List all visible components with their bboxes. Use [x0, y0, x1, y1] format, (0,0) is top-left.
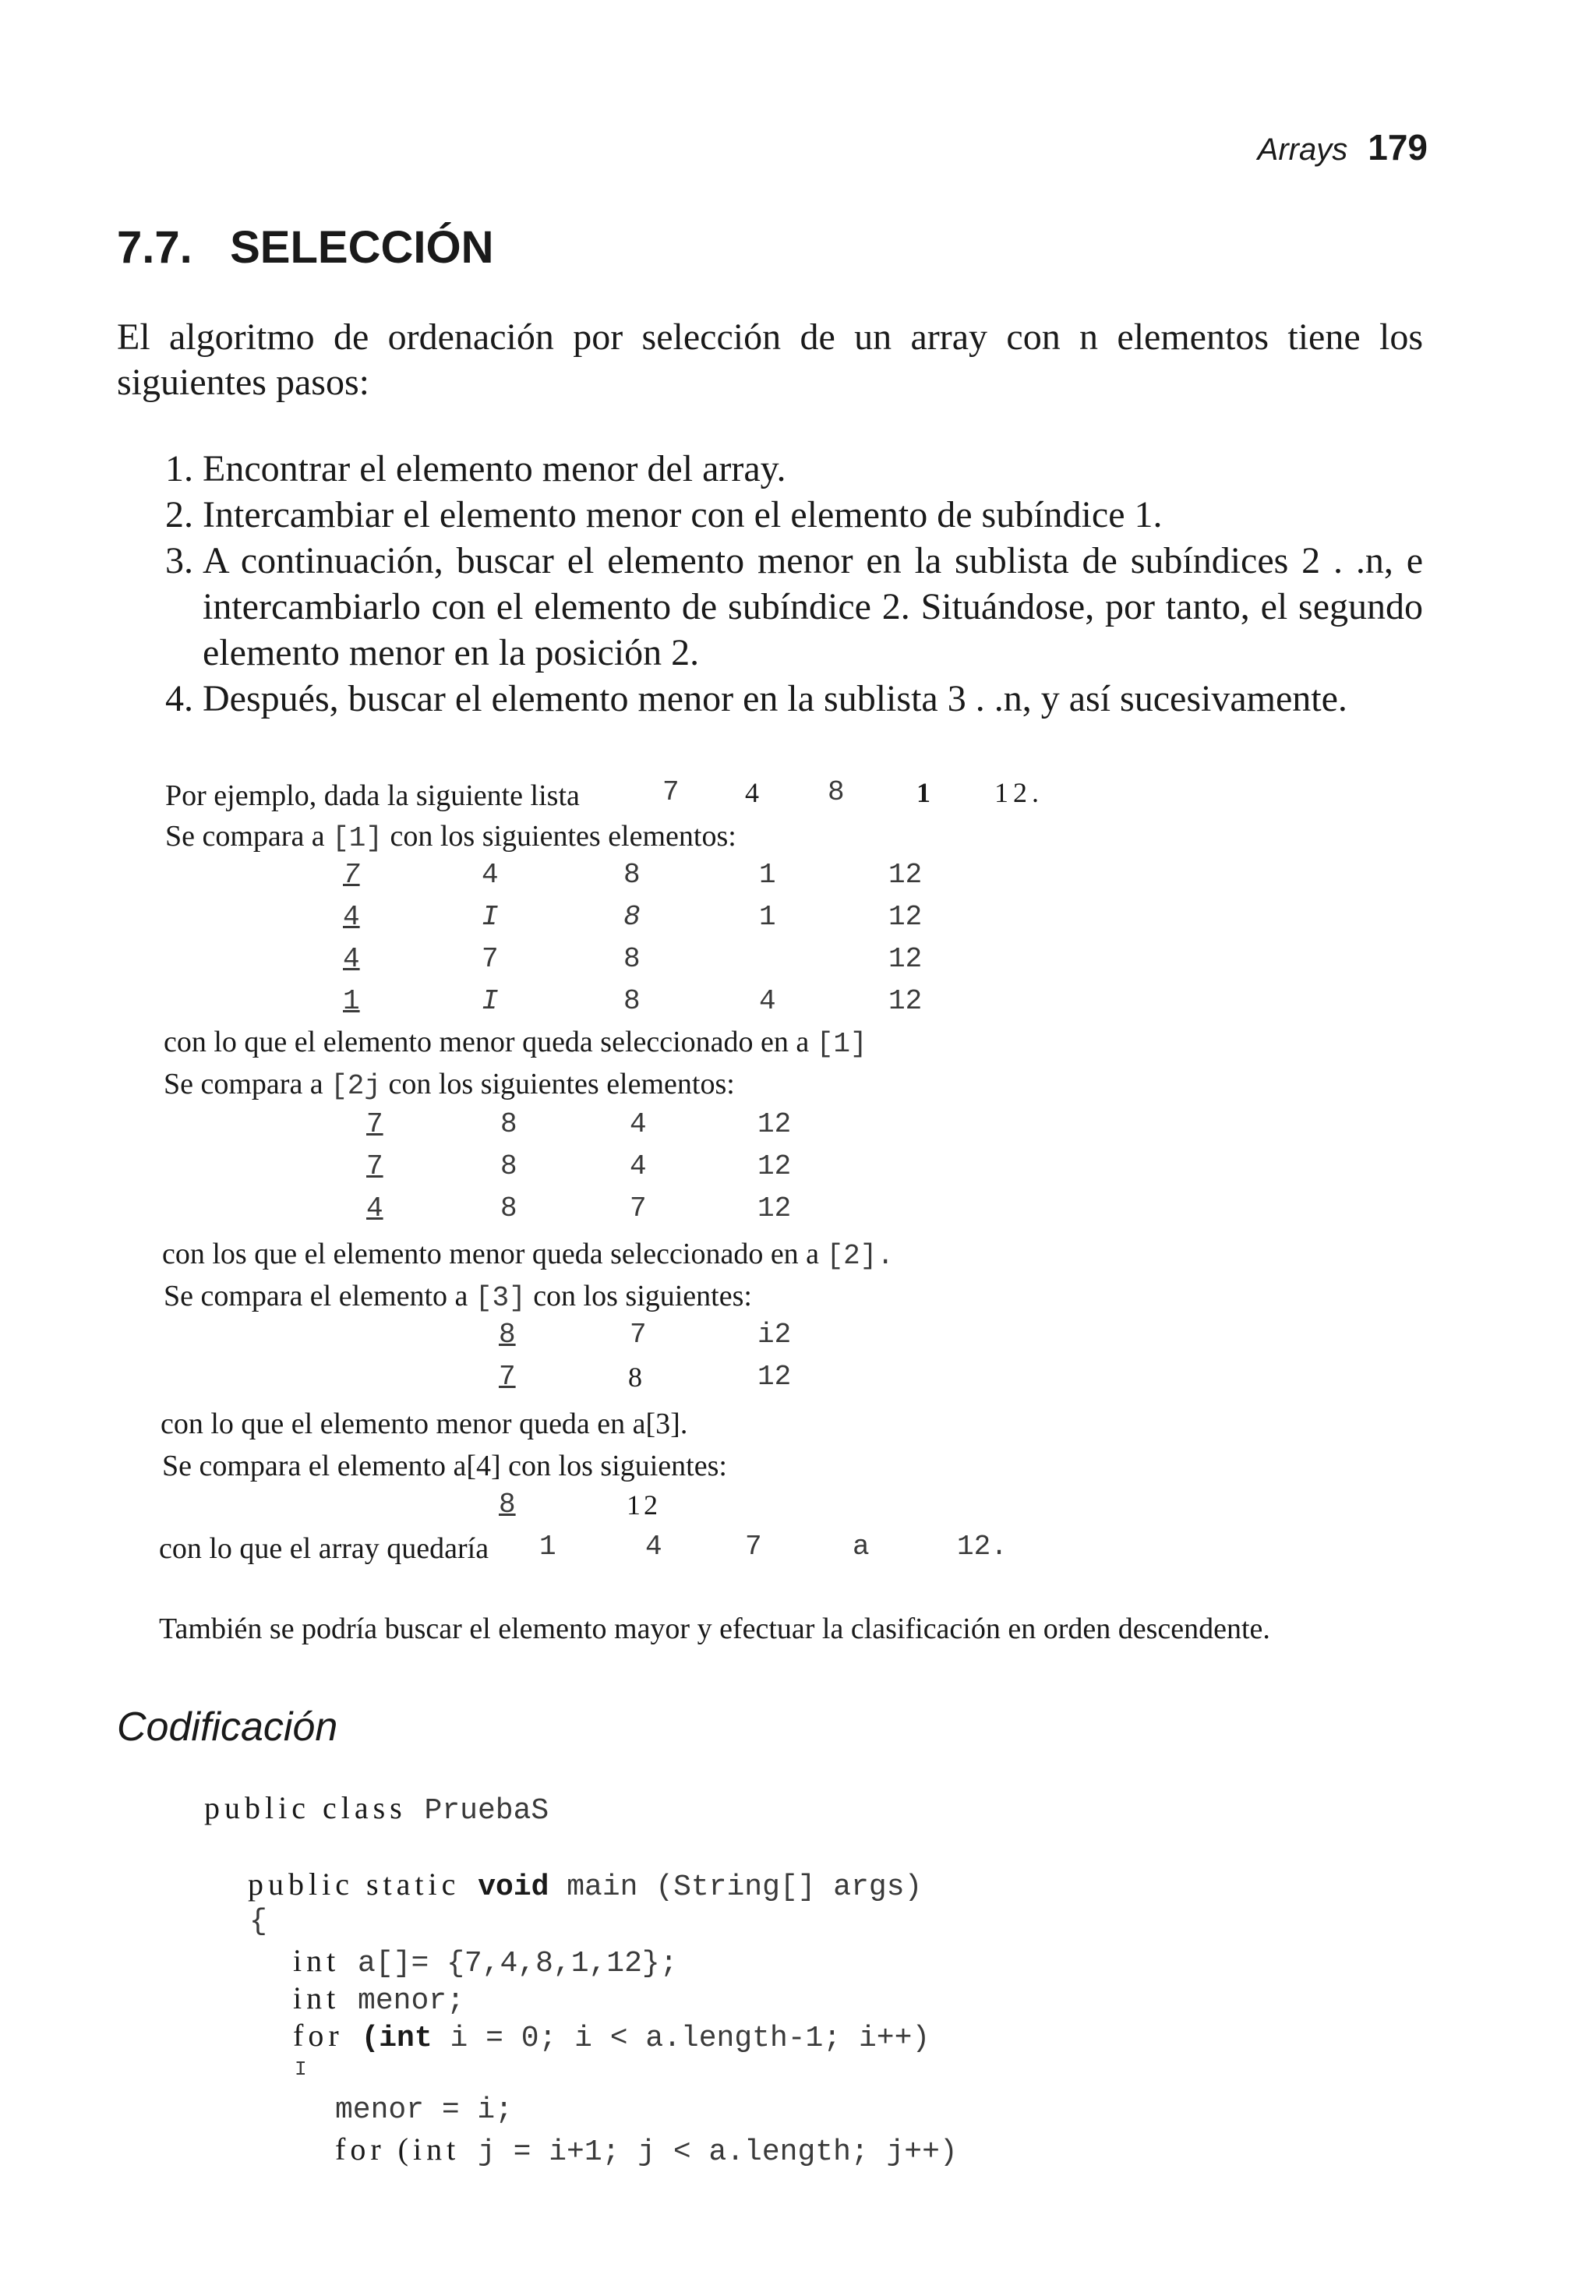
list-value: a — [853, 1531, 870, 1563]
intro-paragraph: El algoritmo de ordenación por selección de un array con n elementos tiene los siguientes pasos: — [117, 316, 1423, 403]
list-value: 8 — [828, 776, 845, 808]
code-keyword: for (int — [335, 2132, 461, 2167]
code-text: i = 0; i < a.length-1; i++) — [450, 2022, 930, 2055]
code-keyword: for — [293, 2018, 344, 2053]
pass1-result — [164, 1021, 867, 1065]
final-label: con lo que el array quedaría — [159, 1532, 489, 1565]
code-line — [248, 1866, 922, 1904]
code-text: main (String[] args) — [567, 1870, 923, 1904]
list-item — [117, 676, 1423, 722]
table-cell: 12 — [757, 1361, 792, 1393]
pass1-suffix: con los siguientes elementos: — [390, 820, 736, 853]
list-value: 12. — [994, 777, 1043, 808]
table-cell: 12 — [757, 1192, 792, 1224]
step-number: 1. — [165, 448, 193, 489]
table-cell: 8 — [623, 943, 641, 975]
page-number: 179 — [1368, 127, 1428, 168]
code-line — [335, 2131, 958, 2169]
list-item — [117, 538, 1423, 676]
table-cell: 8 — [623, 859, 641, 891]
pass2-suffix: con los siguientes elementos: — [388, 1068, 735, 1100]
pass1-result-text: con lo que el elemento menor queda seleccionado en a — [164, 1026, 810, 1058]
code-line: I — [295, 2058, 307, 2081]
code-keyword: (int — [361, 2022, 433, 2055]
table-cell: 7 — [343, 859, 360, 891]
table-cell: i2 — [757, 1319, 792, 1351]
list-value: 1 — [916, 777, 930, 808]
pass2-index: [2j — [330, 1070, 381, 1102]
table-cell: 7 — [366, 1150, 383, 1182]
code-text: a[]= {7,4,8,1,12}; — [358, 1947, 678, 1980]
pass3-label-text: Se compara el elemento a — [164, 1280, 468, 1312]
list-item — [117, 492, 1423, 538]
running-head — [1258, 126, 1428, 168]
code-text: j = i+1; j < a.length; j++) — [478, 2135, 958, 2169]
table-cell: 1 — [759, 859, 776, 891]
pass2-result-text: con los que el elemento menor queda seleccionado en a — [162, 1238, 820, 1270]
table-cell: 7 — [482, 943, 499, 975]
table-cell: 12 — [627, 1489, 661, 1521]
table-cell: 4 — [630, 1108, 647, 1140]
table-cell: 4 — [630, 1150, 647, 1182]
section-heading: SELECCIÓN — [230, 222, 494, 273]
table-cell: 12 — [888, 985, 923, 1017]
code-text: menor; — [358, 1984, 464, 2018]
example-intro: Por ejemplo, dada la siguiente lista — [165, 779, 580, 812]
section-number: 7.7. — [117, 222, 192, 273]
pass2-result-index: [2]. — [826, 1240, 894, 1272]
table-cell: 1 — [343, 985, 360, 1017]
table-cell: 8 — [499, 1489, 516, 1521]
table-cell: 8 — [628, 1362, 642, 1393]
pass3-result: con lo que el elemento menor queda en a[3]. — [161, 1408, 688, 1440]
table-cell: 12 — [888, 859, 923, 891]
running-title: Arrays — [1257, 132, 1348, 167]
section-title — [117, 221, 493, 274]
code-keyword: int — [293, 1943, 341, 1978]
list-value: 7 — [745, 1531, 762, 1563]
code-keyword: public static — [248, 1867, 461, 1902]
table-cell: 7 — [630, 1319, 647, 1351]
code-keyword: void — [478, 1870, 549, 1904]
table-cell: 4 — [482, 859, 499, 891]
note-paragraph: También se podría buscar el elemento mayor y efectuar la clasificación en orden descendente. — [159, 1612, 1270, 1645]
pass3-label — [164, 1275, 752, 1319]
list-item — [117, 446, 1423, 492]
table-cell: 7 — [499, 1361, 516, 1393]
table-cell: 12 — [888, 943, 923, 975]
table-cell: 4 — [343, 901, 360, 933]
table-cell: 7 — [630, 1192, 647, 1224]
table-cell: I — [482, 901, 499, 933]
code-line — [293, 1980, 464, 2018]
table-cell: 8 — [623, 985, 641, 1017]
table-cell: 7 — [366, 1108, 383, 1140]
table-cell: 4 — [366, 1192, 383, 1224]
pass4-label: Se compara el elemento a[4] con los siguientes: — [162, 1450, 727, 1482]
code-line — [204, 1789, 549, 1828]
table-cell: 12 — [757, 1150, 792, 1182]
step-number: 3. — [165, 540, 193, 581]
table-cell: 4 — [759, 985, 776, 1017]
step-number: 2. — [165, 494, 193, 535]
step-text: Intercambiar el elemento menor con el elemento de subíndice 1. — [203, 494, 1163, 535]
code-text: PruebaS — [424, 1794, 549, 1828]
code-line: menor = i; — [335, 2093, 514, 2127]
step-text: Después, buscar el elemento menor en la sublista 3 . .n, y así sucesivamente. — [203, 678, 1347, 719]
table-cell: 8 — [499, 1319, 516, 1351]
pass2-label-text: Se compara a — [164, 1068, 323, 1100]
table-cell: I — [482, 985, 499, 1017]
table-cell: 1 — [759, 901, 776, 933]
pass2-result — [162, 1233, 894, 1277]
steps-list — [117, 446, 1423, 722]
pass3-suffix: con los siguientes: — [533, 1280, 752, 1312]
step-number: 4. — [165, 678, 193, 719]
pass3-index: [3] — [475, 1282, 526, 1314]
step-text: Encontrar el elemento menor del array. — [203, 448, 786, 489]
code-line — [293, 1942, 678, 1980]
list-value: 12. — [957, 1531, 1008, 1563]
pass1-label-text: Se compara a — [165, 820, 325, 853]
list-value: 4 — [645, 1531, 662, 1563]
pass1-label — [165, 815, 736, 860]
pass1-result-index: [1] — [816, 1028, 867, 1060]
pass2-label — [164, 1063, 735, 1107]
code-keyword: public class — [204, 1790, 407, 1825]
code-line — [293, 2017, 930, 2055]
table-cell: 4 — [343, 943, 360, 975]
table-cell: 8 — [500, 1192, 517, 1224]
code-keyword: int — [293, 1980, 341, 2015]
step-text: A continuación, buscar el elemento menor en la sublista de subíndices 2 . .n, e intercambiarlo con el elemento de subíndice 2. Situándose, por tanto, el segundo elemento menor en la posición 2. — [203, 540, 1423, 673]
table-cell: 8 — [623, 901, 641, 933]
pass1-index: [1] — [332, 822, 383, 854]
table-cell: 8 — [500, 1150, 517, 1182]
list-value: 7 — [662, 776, 680, 808]
list-value: 1 — [539, 1531, 556, 1563]
codificacion-heading: Codificación — [117, 1704, 338, 1750]
code-line: { — [249, 1905, 267, 1938]
table-cell: 8 — [500, 1108, 517, 1140]
table-cell: 12 — [888, 901, 923, 933]
table-cell: 12 — [757, 1108, 792, 1140]
list-value: 4 — [745, 777, 759, 808]
